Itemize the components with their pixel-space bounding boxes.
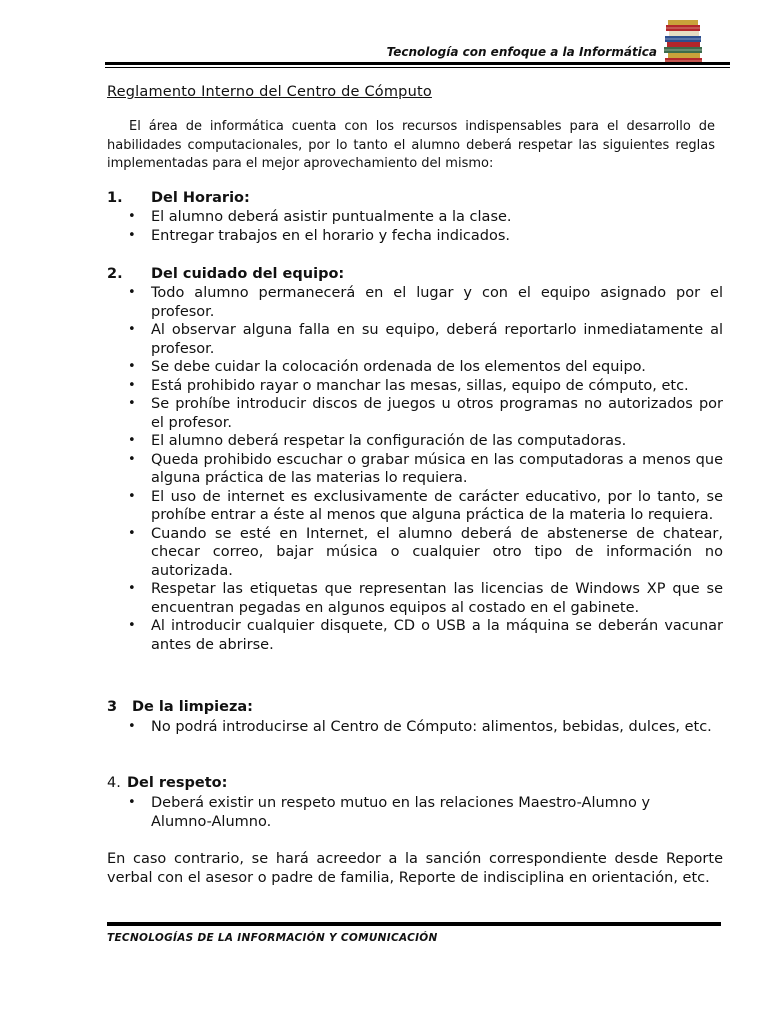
section-list xyxy=(107,794,723,831)
section-number: 2. xyxy=(107,266,123,282)
section-number: 4. xyxy=(107,775,121,791)
list-item: • Queda prohibido escuchar o grabar música en las computadoras a menos que alguna práctica de las materias lo requiera. xyxy=(107,451,723,488)
section-heading xyxy=(107,699,253,715)
list-item: • No podrá introducirse al Centro de Cómputo: alimentos, bebidas, dulces, etc. xyxy=(107,718,723,737)
header-rule-thin xyxy=(105,67,730,68)
list-item: • El alumno deberá asistir puntualmente a la clase. xyxy=(107,208,723,227)
list-item: • Al observar alguna falla en su equipo, deberá reportarlo inmediatamente al profesor. xyxy=(107,321,723,358)
list-item: • Todo alumno permanecerá en el lugar y con el equipo asignado por el profesor. xyxy=(107,284,723,321)
section-title: Del respeto: xyxy=(127,775,228,791)
list-item: • Se debe cuidar la colocación ordenada de los elementos del equipo. xyxy=(107,358,723,377)
section-title: De la limpieza: xyxy=(132,699,253,715)
document-title: Reglamento Interno del Centro de Cómputo xyxy=(107,84,432,100)
list-item: • Está prohibido rayar o manchar las mesas, sillas, equipo de cómputo, etc. xyxy=(107,377,723,396)
list-item: • Respetar las etiquetas que representan las licencias de Windows XP que se encuentran pegadas en algunos equipos al costado en el gabinete. xyxy=(107,580,723,617)
list-item: • Se prohíbe introducir discos de juegos u otros programas no autorizados por el profesor. xyxy=(107,395,723,432)
section-title: Del cuidado del equipo: xyxy=(151,266,345,282)
list-item: • Cuando se esté en Internet, el alumno deberá de abstenerse de chatear, checar correo, bajar música o cualquier otro tipo de información no autorizada. xyxy=(107,525,723,581)
section-list xyxy=(107,718,723,737)
intro-paragraph: El área de informática cuenta con los recursos indispensables para el desarrollo de habilidades computacionales, por lo tanto el alumno deberá respetar las siguientes reglas implementadas para el mejor aprovechamiento del mismo: xyxy=(107,119,715,171)
section-number: 3 xyxy=(107,699,118,715)
list-item: • El uso de internet es exclusivamente de carácter educativo, por lo tanto, se prohíbe entrar a éste al menos que alguna práctica de la materia lo requiera. xyxy=(107,488,723,525)
list-item: • Entregar trabajos en el horario y fecha indicados. xyxy=(107,227,723,246)
footer-rule xyxy=(107,922,721,926)
header-title: Tecnología con enfoque a la Informática xyxy=(386,45,657,59)
footer-title: TECNOLOGÍAS DE LA INFORMACIÓN Y COMUNICACIÓN xyxy=(107,932,438,944)
list-item: • Deberá existir un respeto mutuo en las relaciones Maestro-Alumno y Alumno-Alumno. xyxy=(107,794,723,831)
section-heading xyxy=(107,266,344,282)
list-item: • Al introducir cualquier disquete, CD o USB a la máquina se deberán vacunar antes de abrirse. xyxy=(107,617,723,654)
stack-of-books-icon xyxy=(662,18,706,66)
section-number: 1. xyxy=(107,190,123,206)
list-item: • El alumno deberá respetar la configuración de las computadoras. xyxy=(107,432,723,451)
section-title: Del Horario: xyxy=(151,190,250,206)
section-list xyxy=(107,208,723,245)
section-heading xyxy=(107,775,227,791)
closing-paragraph: En caso contrario, se hará acreedor a la sanción correspondiente desde Reporte verbal con el asesor o padre de familia, Reporte de indisciplina en orientación, etc. xyxy=(107,851,723,886)
section-list xyxy=(107,284,723,654)
header-rule xyxy=(105,62,730,65)
section-heading xyxy=(107,190,250,206)
